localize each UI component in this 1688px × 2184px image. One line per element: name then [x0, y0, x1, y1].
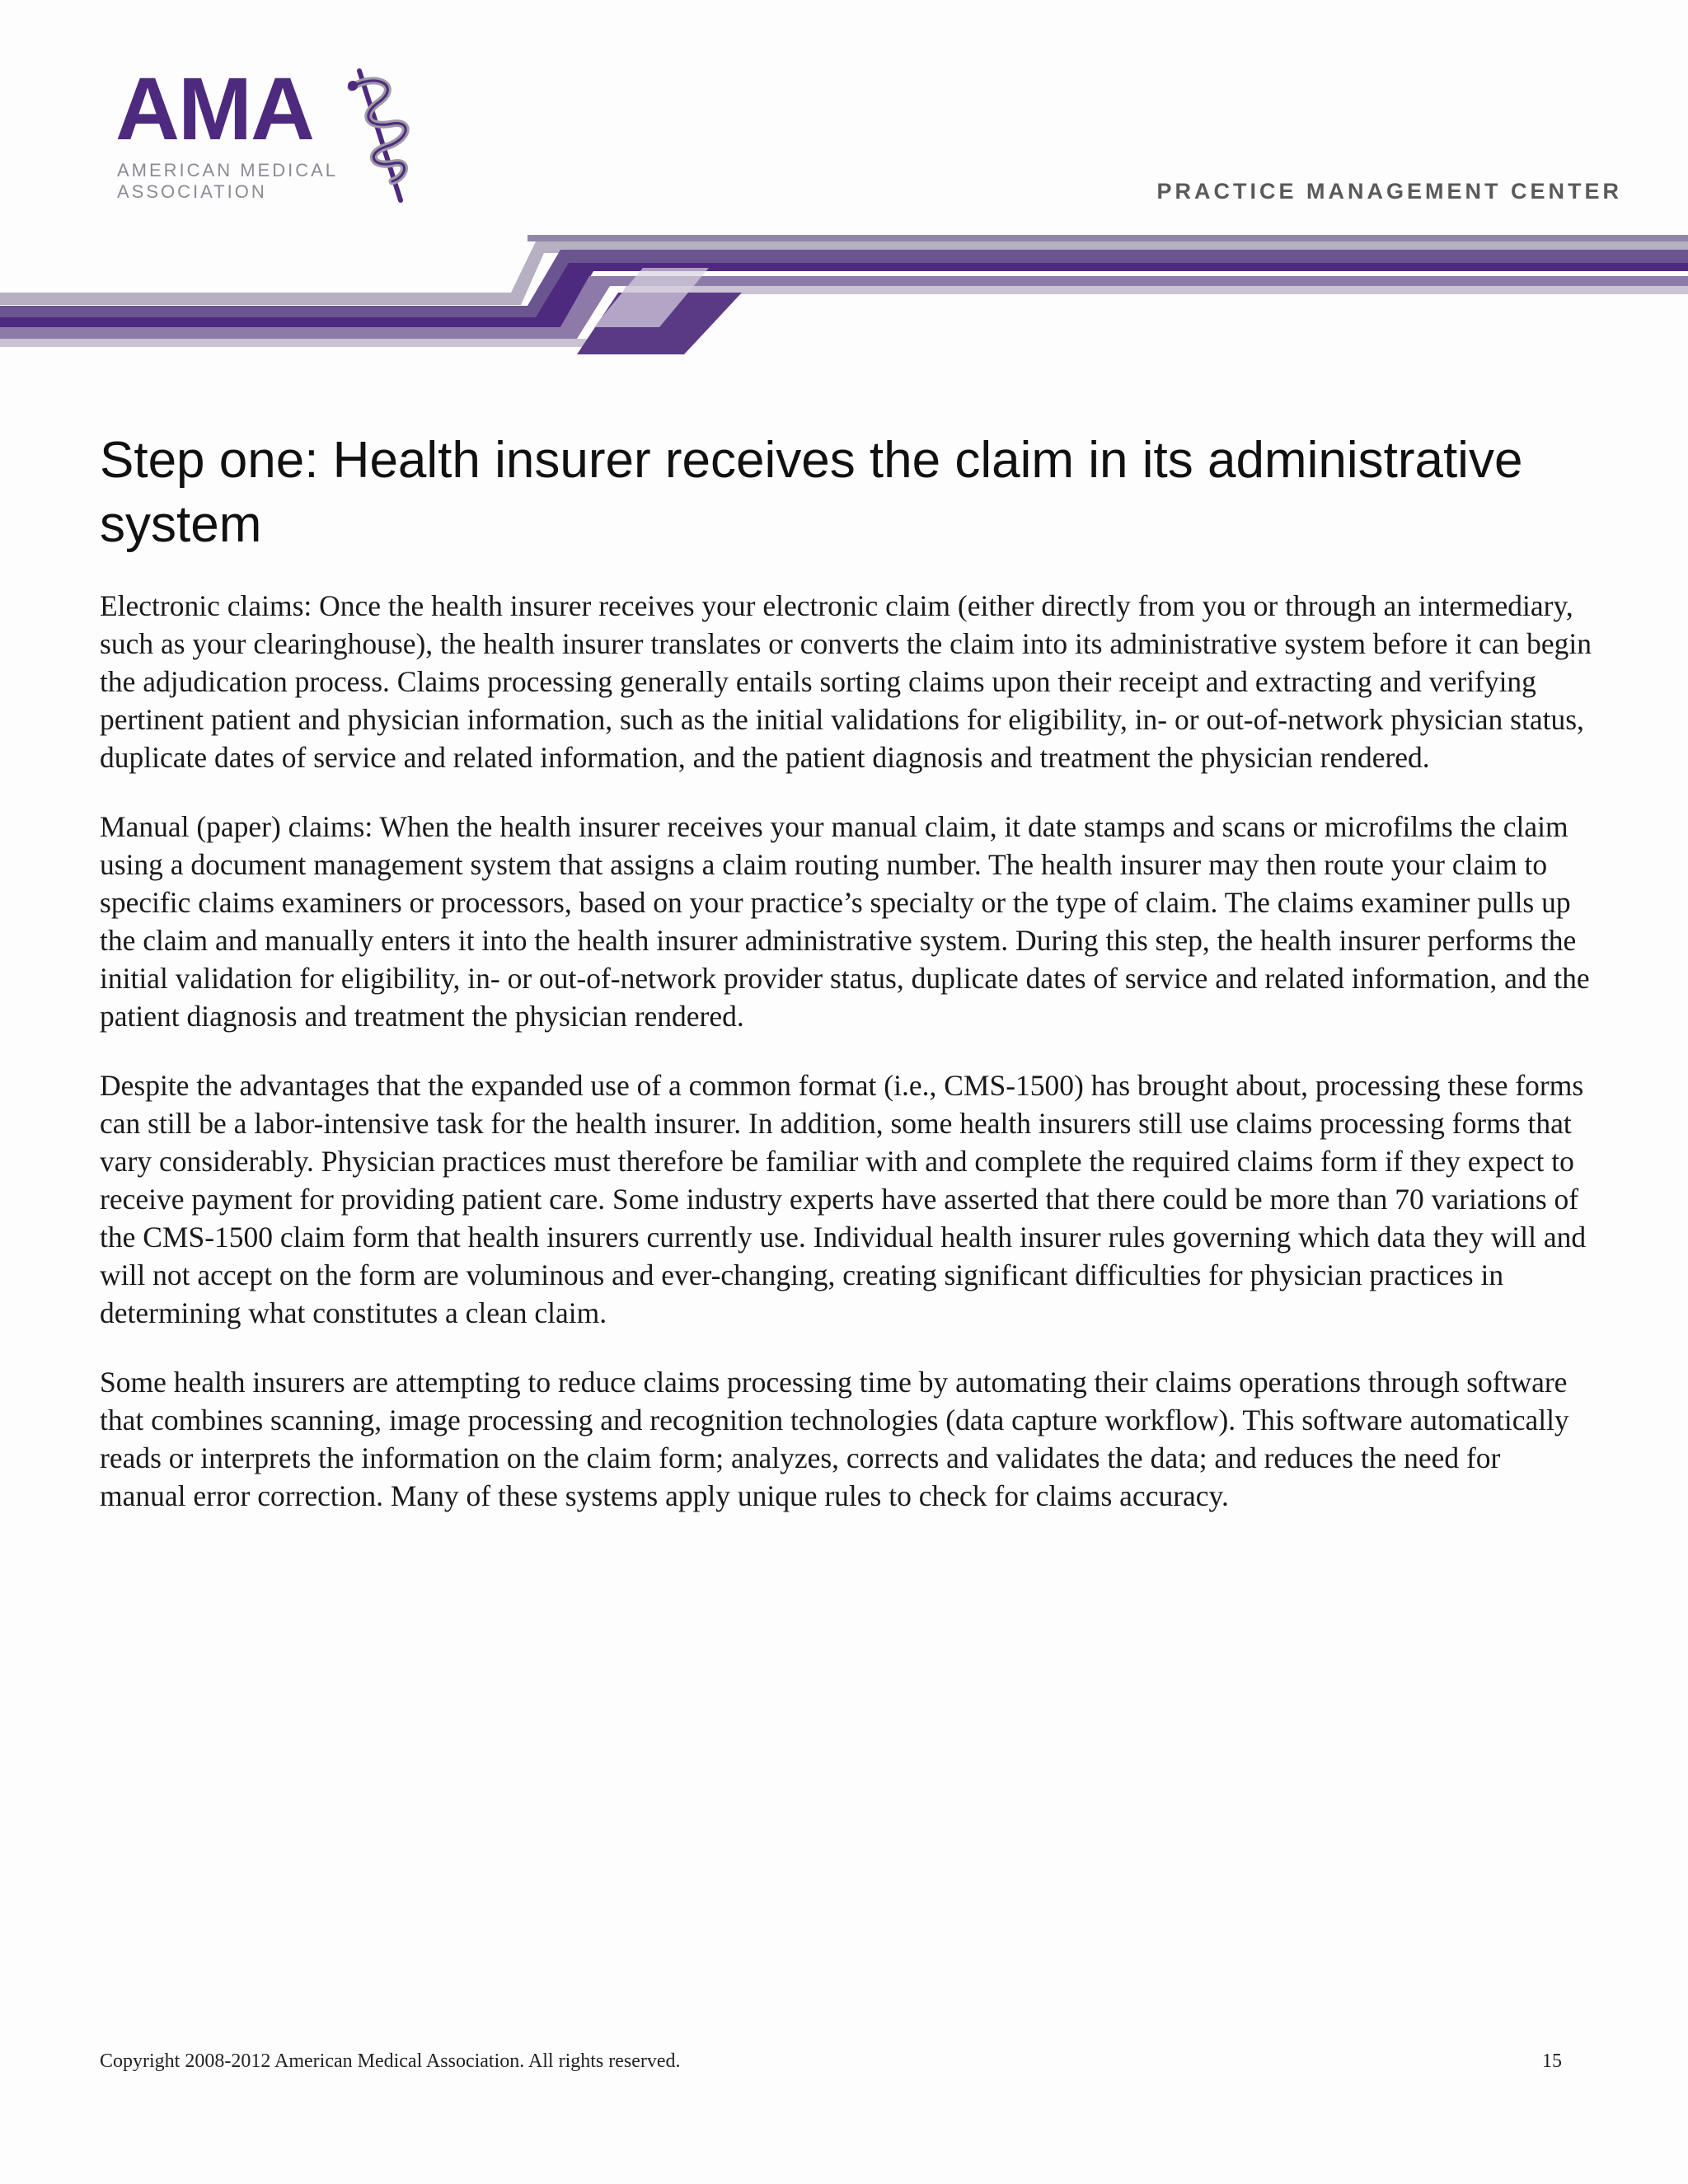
- page-footer: [100, 2050, 1562, 2073]
- page-header: [0, 0, 1688, 363]
- ama-logo: [115, 59, 429, 213]
- paragraph-electronic-claims: Electronic claims: Once the health insurer receives your electronic claim (either directly from you or through an intermediary, such as your clearinghouse), the health insurer translates or converts the claim into its administrative system before it can begin the adjudication process. Claims processing generally entails sorting claims upon their receipt and extracting and verifying pertinent patient and physician information, such as the initial validations for eligibility, in- or out-of-network physician status, duplicate dates of service and related information, and the patient diagnosis and treatment the physician rendered.: [100, 589, 1592, 774]
- logo-subtitle-line1: AMERICAN MEDICAL: [117, 160, 339, 180]
- page-heading: Step one: Health insurer receives the claim in its administrative system: [100, 432, 1523, 553]
- paragraph-common-format: Despite the advantages that the expanded use of a common format (i.e., CMS-1500) has brought about, processing these forms can still be a labor-intensive task for the health insurer. In addition, some health insurers still use claims processing forms that vary considerably. Physician practices must therefore be familiar with and complete the required claims form if they expect to receive payment for providing patient care. Some industry experts have asserted that there could be more than 70 variations of the CMS-1500 claim form that health insurers currently use. Individual health insurer rules governing which data they will and will not accept on the form are voluminous and ever-changing, creating significant difficulties for physician practices in determining what constitutes a clean claim.: [100, 1069, 1587, 1329]
- copyright-notice: Copyright 2008-2012 American Medical Association. All rights reserved.: [100, 2050, 681, 2072]
- logo-wordmark: AMA: [115, 59, 313, 158]
- paragraph-manual-claims: Manual (paper) claims: When the health insurer receives your manual claim, it date stamps and scans or microfilms the claim using a document management system that assigns a claim routing number. The health insurer may then route your claim to specific claims examiners or processors, based on your practice’s specialty or the type of claim. The claims examiner pulls up the claim and manually enters it into the health insurer administrative system. During this step, the health insurer performs the initial validation for eligibility, in- or out-of-network provider status, duplicate dates of service and related information, and the patient diagnosis and treatment the physician rendered.: [100, 810, 1590, 1033]
- section-title: PRACTICE MANAGEMENT CENTER: [1156, 179, 1622, 204]
- staff-of-asclepius-icon: [343, 64, 417, 204]
- header-decorative-bands: [0, 235, 1688, 354]
- page-number: 15: [1542, 2050, 1562, 2072]
- paragraph-automation: Some health insurers are attempting to reduce claims processing time by automating their claims operations through software that combines scanning, image processing and recognition technologies (data capture workflow). This software automatically reads or interprets the information on the claim form; analyzes, corrects and validates the data; and reduces the need for manual error correction. Many of these systems apply unique rules to check for claims accuracy.: [100, 1366, 1569, 1512]
- logo-subtitle-line2: ASSOCIATION: [117, 181, 267, 202]
- main-content: [100, 429, 1592, 1546]
